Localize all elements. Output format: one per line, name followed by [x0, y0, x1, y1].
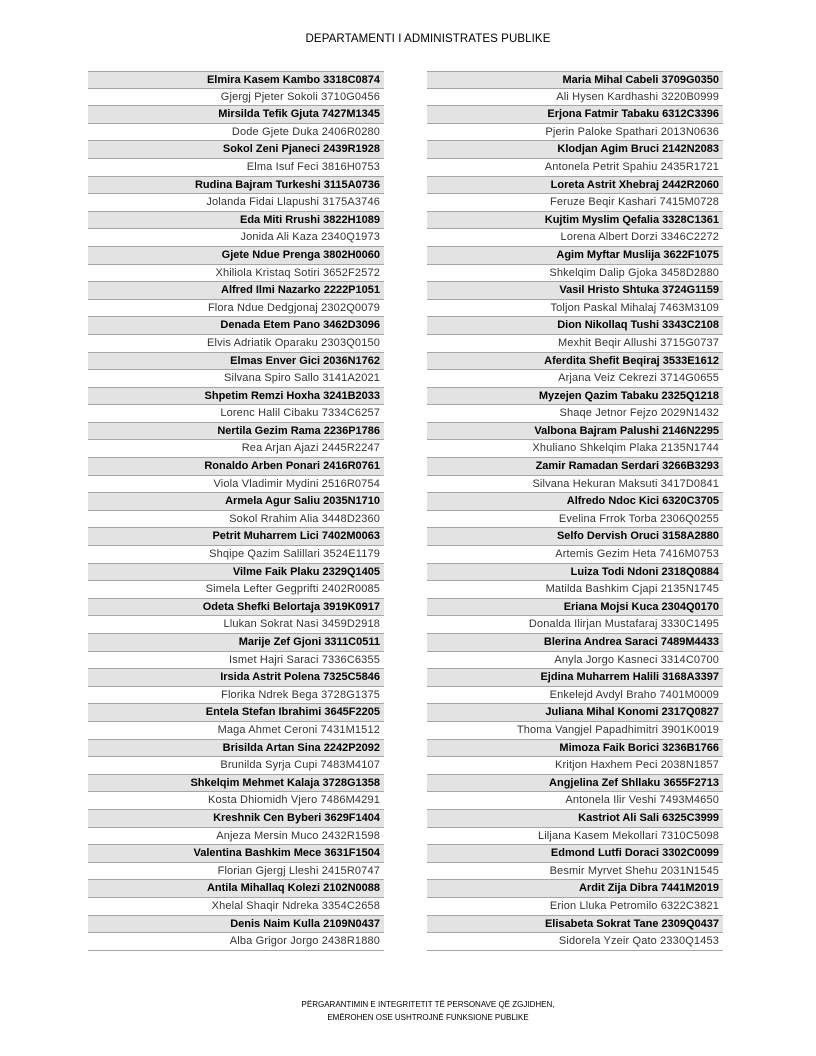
list-item: Angjelina Zef Shllaku 3655F2713 — [427, 775, 723, 793]
list-item: Alfred Ilmi Nazarko 2222P1051 — [88, 282, 384, 300]
list-item: Kujtim Myslim Qefalia 3328C1361 — [427, 212, 723, 230]
list-item: Pjerin Paloke Spathari 2013N0636 — [427, 124, 723, 142]
list-item: Dion Nikollaq Tushi 3343C2108 — [427, 317, 723, 335]
list-item: Xhelal Shaqir Ndreka 3354C2658 — [88, 898, 384, 916]
list-item: Thoma Vangjel Papadhimitri 3901K0019 — [427, 722, 723, 740]
list-item: Vasil Hristo Shtuka 3724G1159 — [427, 282, 723, 300]
list-item: Enkelejd Avdyl Braho 7401M0009 — [427, 687, 723, 705]
list-item: Klodjan Agim Bruci 2142N2083 — [427, 141, 723, 159]
list-item: Erjona Fatmir Tabaku 6312C3396 — [427, 106, 723, 124]
list-item: Dode Gjete Duka 2406R0280 — [88, 124, 384, 142]
list-item: Nertila Gezim Rama 2236P1786 — [88, 423, 384, 441]
list-item: Jolanda Fidai Llapushi 3175A3746 — [88, 194, 384, 212]
list-item: Florian Gjergj Lleshi 2415R0747 — [88, 863, 384, 881]
list-item: Myzejen Qazim Tabaku 2325Q1218 — [427, 388, 723, 406]
list-item: Rea Arjan Ajazi 2445R2247 — [88, 440, 384, 458]
list-item: Maria Mihal Cabeli 3709G0350 — [427, 71, 723, 89]
list-item: Alba Grigor Jorgo 2438R1880 — [88, 933, 384, 951]
list-item: Liljana Kasem Mekollari 7310C5098 — [427, 828, 723, 846]
list-item: Kritjon Haxhem Peci 2038N1857 — [427, 757, 723, 775]
list-item: Flora Ndue Dedgjonaj 2302Q0079 — [88, 300, 384, 318]
list-item: Denis Naim Kulla 2109N0437 — [88, 916, 384, 934]
right-column-list — [427, 71, 723, 951]
list-item: Viola Vladimir Mydini 2516R0754 — [88, 476, 384, 494]
list-item: Juliana Mihal Konomi 2317Q0827 — [427, 704, 723, 722]
list-item: Gjete Ndue Prenga 3802H0060 — [88, 247, 384, 265]
list-item: Shkelqim Dalip Gjoka 3458D2880 — [427, 265, 723, 283]
list-item: Brisilda Artan Sina 2242P2092 — [88, 740, 384, 758]
list-item: Jonida Ali Kaza 2340Q1973 — [88, 229, 384, 247]
list-item: Entela Stefan Ibrahimi 3645F2205 — [88, 704, 384, 722]
list-item: Anjeza Mersin Muco 2432R1598 — [88, 828, 384, 846]
list-item: Edmond Lutfi Doraci 3302C0099 — [427, 845, 723, 863]
list-item: Denada Etem Pano 3462D3096 — [88, 317, 384, 335]
list-item: Irsida Astrit Polena 7325C5846 — [88, 669, 384, 687]
list-item: Silvana Spiro Sallo 3141A2021 — [88, 370, 384, 388]
list-item: Sidorela Yzeir Qato 2330Q1453 — [427, 933, 723, 951]
list-item: Evelina Frrok Torba 2306Q0255 — [427, 511, 723, 529]
list-item: Lorenc Halil Cibaku 7334C6257 — [88, 405, 384, 423]
list-item: Shaqe Jetnor Fejzo 2029N1432 — [427, 405, 723, 423]
list-item: Loreta Astrit Xhebraj 2442R2060 — [427, 177, 723, 195]
list-item: Aferdita Shefit Beqiraj 3533E1612 — [427, 353, 723, 371]
list-item: Ardit Zija Dibra 7441M2019 — [427, 880, 723, 898]
page-footer — [0, 998, 816, 1024]
list-item: Maga Ahmet Ceroni 7431M1512 — [88, 722, 384, 740]
page-title: DEPARTAMENTI I ADMINISTRATES PUBLIKE — [305, 33, 551, 45]
list-item: Brunilda Syrja Cupi 7483M4107 — [88, 757, 384, 775]
list-item: Valentina Bashkim Mece 3631F1504 — [88, 845, 384, 863]
list-item: Arjana Veiz Cekrezi 3714G0655 — [427, 370, 723, 388]
list-item: Rudina Bajram Turkeshi 3115A0736 — [88, 177, 384, 195]
list-item: Ismet Hajri Saraci 7336C6355 — [88, 652, 384, 670]
list-item: Ali Hysen Kardhashi 3220B0999 — [427, 89, 723, 107]
list-item: Sokol Rrahim Alia 3448D2360 — [88, 511, 384, 529]
list-item: Shkelqim Mehmet Kalaja 3728G1358 — [88, 775, 384, 793]
list-item: Simela Lefter Gegprifti 2402R0085 — [88, 581, 384, 599]
list-item: Elmira Kasem Kambo 3318C0874 — [88, 71, 384, 89]
list-item: Petrit Muharrem Lici 7402M0063 — [88, 528, 384, 546]
list-item: Blerina Andrea Saraci 7489M4433 — [427, 634, 723, 652]
list-item: Mimoza Faik Borici 3236B1766 — [427, 740, 723, 758]
list-item: Eda Miti Rrushi 3822H1089 — [88, 212, 384, 230]
list-item: Artemis Gezim Heta 7416M0753 — [427, 546, 723, 564]
list-item: Marije Zef Gjoni 3311C0511 — [88, 634, 384, 652]
footer-line-2: EMËROHEN OSE USHTROJNË FUNKSIONE PUBLIKE — [327, 1013, 529, 1022]
list-item: Xhuliano Shkelqim Plaka 2135N1744 — [427, 440, 723, 458]
list-item: Antonela Ilir Veshi 7493M4650 — [427, 792, 723, 810]
left-column-list — [88, 71, 384, 951]
list-item: Gjergj Pjeter Sokoli 3710G0456 — [88, 89, 384, 107]
list-item: Antila Mihallaq Kolezi 2102N0088 — [88, 880, 384, 898]
list-item: Kreshnik Cen Byberi 3629F1404 — [88, 810, 384, 828]
list-item: Elmas Enver Gici 2036N1762 — [88, 353, 384, 371]
list-item: Vilme Faik Plaku 2329Q1405 — [88, 564, 384, 582]
list-item: Matilda Bashkim Cjapi 2135N1745 — [427, 581, 723, 599]
list-item: Agim Myftar Muslija 3622F1075 — [427, 247, 723, 265]
list-item: Mirsilda Tefik Gjuta 7427M1345 — [88, 106, 384, 124]
list-item: Ronaldo Arben Ponari 2416R0761 — [88, 458, 384, 476]
list-item: Sokol Zeni Pjaneci 2439R1928 — [88, 141, 384, 159]
list-item: Feruze Beqir Kashari 7415M0728 — [427, 194, 723, 212]
list-item: Elisabeta Sokrat Tane 2309Q0437 — [427, 916, 723, 934]
list-item: Donalda Ilirjan Mustafaraj 3330C1495 — [427, 616, 723, 634]
list-item: Anyla Jorgo Kasneci 3314C0700 — [427, 652, 723, 670]
list-item: Toljon Paskal Mihalaj 7463M3109 — [427, 300, 723, 318]
footer-line-1: PËRGARANTIMIN E INTEGRITETIT TË PERSONAVE QË ZGJIDHEN, — [301, 1000, 555, 1009]
list-item: Armela Agur Saliu 2035N1710 — [88, 493, 384, 511]
list-item: Ejdina Muharrem Halili 3168A3397 — [427, 669, 723, 687]
list-item: Lorena Albert Dorzi 3346C2272 — [427, 229, 723, 247]
list-item: Valbona Bajram Palushi 2146N2295 — [427, 423, 723, 441]
list-item: Erion Lluka Petromilo 6322C3821 — [427, 898, 723, 916]
list-item: Antonela Petrit Spahiu 2435R1721 — [427, 159, 723, 177]
list-item: Eriana Mojsi Kuca 2304Q0170 — [427, 599, 723, 617]
list-item: Mexhit Beqir Allushi 3715G0737 — [427, 335, 723, 353]
list-item: Florika Ndrek Bega 3728G1375 — [88, 687, 384, 705]
list-item: Shpetim Remzi Hoxha 3241B2033 — [88, 388, 384, 406]
list-item: Kastriot Ali Sali 6325C3999 — [427, 810, 723, 828]
list-item: Luiza Todi Ndoni 2318Q0884 — [427, 564, 723, 582]
list-item: Shqipe Qazim Salillari 3524E1179 — [88, 546, 384, 564]
list-item: Xhiliola Kristaq Sotiri 3652F2572 — [88, 265, 384, 283]
list-item: Kosta Dhiomidh Vjero 7486M4291 — [88, 792, 384, 810]
list-item: Elma Isuf Feci 3816H0753 — [88, 159, 384, 177]
list-item: Elvis Adriatik Oparaku 2303Q0150 — [88, 335, 384, 353]
list-item: Silvana Hekuran Maksuti 3417D0841 — [427, 476, 723, 494]
list-item: Besmir Myrvet Shehu 2031N1545 — [427, 863, 723, 881]
list-item: Odeta Shefki Belortaja 3919K0917 — [88, 599, 384, 617]
list-item: Llukan Sokrat Nasi 3459D2918 — [88, 616, 384, 634]
list-item: Selfo Dervish Oruci 3158A2880 — [427, 528, 723, 546]
list-item: Alfredo Ndoc Kici 6320C3705 — [427, 493, 723, 511]
list-item: Zamir Ramadan Serdari 3266B3293 — [427, 458, 723, 476]
